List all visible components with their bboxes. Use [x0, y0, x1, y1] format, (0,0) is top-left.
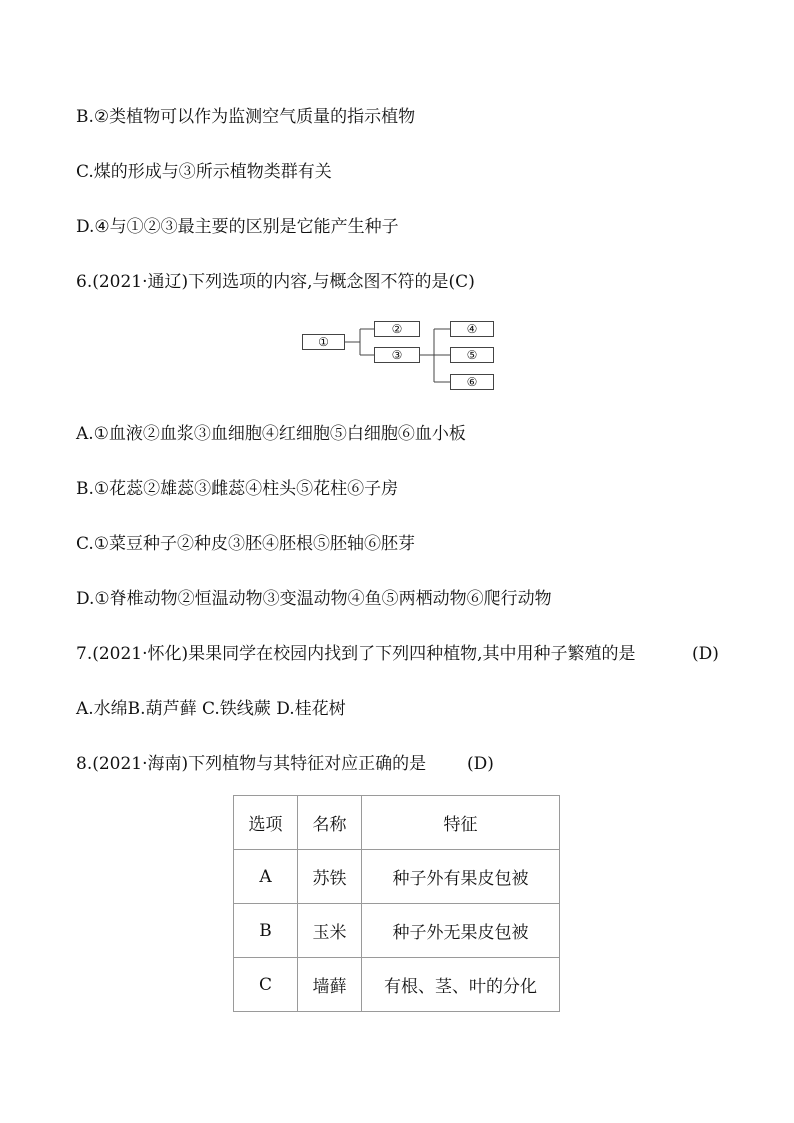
- table-cell: 种子外有果皮包被: [362, 850, 560, 904]
- table-cell: 玉米: [298, 904, 362, 958]
- table-row: [234, 850, 560, 904]
- diagram-node-2: ②: [374, 321, 420, 337]
- table-header-row: [234, 796, 560, 850]
- plant-feature-table: [233, 795, 560, 1012]
- option-d-text: D.④与①②③最主要的区别是它能产生种子: [76, 217, 399, 237]
- question-6-text: 6.(2021·通辽)下列选项的内容,与概念图不符的是(C): [76, 272, 475, 292]
- question-6-option-b: B.①花蕊②雄蕊③雌蕊④柱头⑤花柱⑥子房: [76, 479, 399, 499]
- diagram-node-1: ①: [302, 334, 345, 350]
- table-cell: 种子外无果皮包被: [362, 904, 560, 958]
- table-header-cell: 名称: [298, 796, 362, 850]
- table-row: [234, 904, 560, 958]
- option-b-text: B.②类植物可以作为监测空气质量的指示植物: [76, 107, 416, 127]
- table-cell: 墙藓: [298, 958, 362, 1012]
- diagram-node-5: ⑤: [450, 347, 494, 363]
- concept-diagram: [300, 318, 500, 394]
- diagram-node-3: ③: [374, 347, 420, 363]
- option-c-text: C.煤的形成与③所示植物类群有关: [76, 162, 332, 182]
- diagram-node-6: ⑥: [450, 374, 494, 390]
- table-cell: C: [234, 958, 298, 1012]
- question-6-option-d: D.①脊椎动物②恒温动物③变温动物④鱼⑤两栖动物⑥爬行动物: [76, 589, 552, 609]
- question-7-text: 7.(2021·怀化)果果同学在校园内找到了下列四种植物,其中用种子繁殖的是: [76, 644, 636, 664]
- question-8-text: 8.(2021·海南)下列植物与其特征对应正确的是: [76, 754, 427, 774]
- question-6-option-c: C.①菜豆种子②种皮③胚④胚根⑤胚轴⑥胚芽: [76, 534, 416, 554]
- table-header-cell: 特征: [362, 796, 560, 850]
- table-row: [234, 958, 560, 1012]
- question-7-options: A.水绵B.葫芦藓 C.铁线蕨 D.桂花树: [76, 699, 346, 719]
- question-7-answer: (D): [692, 644, 719, 664]
- diagram-node-4: ④: [450, 321, 494, 337]
- table-cell: B: [234, 904, 298, 958]
- table-header-cell: 选项: [234, 796, 298, 850]
- table-cell: 苏铁: [298, 850, 362, 904]
- table-cell: 有根、茎、叶的分化: [362, 958, 560, 1012]
- table-cell: A: [234, 850, 298, 904]
- question-8-answer: (D): [467, 754, 494, 774]
- question-6-option-a: A.①血液②血浆③血细胞④红细胞⑤白细胞⑥血小板: [76, 424, 466, 444]
